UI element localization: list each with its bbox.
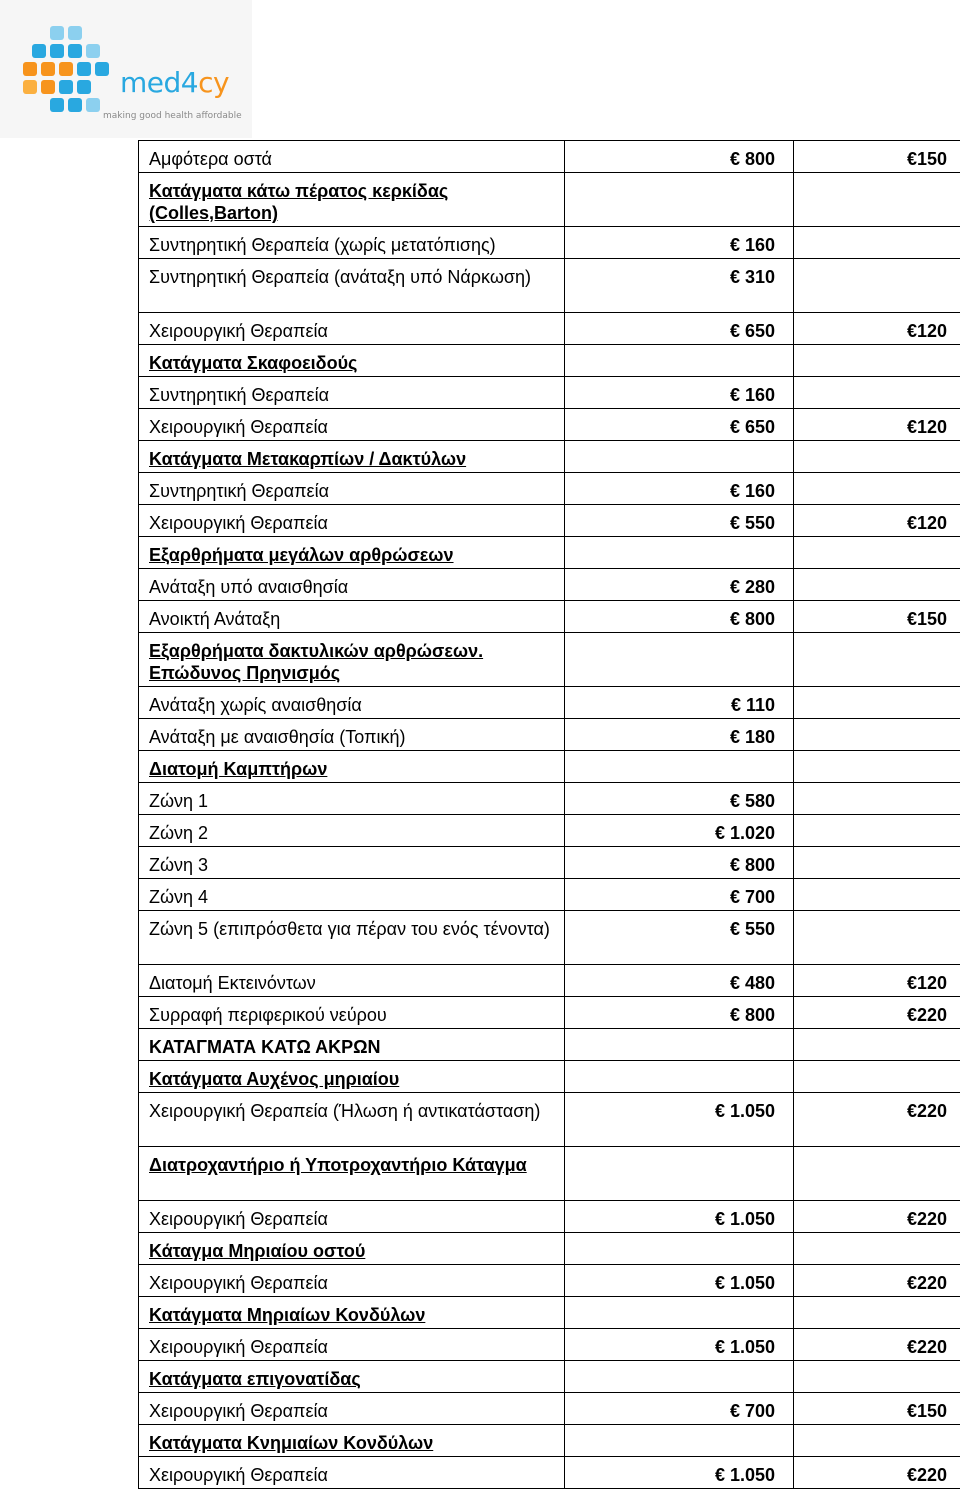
row-extra-fee <box>794 569 960 601</box>
table-row <box>139 569 960 601</box>
table-row <box>139 1457 960 1489</box>
table-row <box>139 473 960 505</box>
row-label: Ανοικτή Ανάταξη <box>139 601 565 633</box>
row-fee: € 700 <box>565 1393 794 1425</box>
row-extra-fee <box>794 1425 960 1457</box>
row-label: Ζώνη 5 (επιπρόσθετα για πέραν του ενός τένοντα) <box>139 911 565 965</box>
row-fee: € 650 <box>565 409 794 441</box>
section-header-row <box>139 1361 960 1393</box>
row-extra-fee <box>794 227 960 259</box>
row-extra-fee <box>794 1147 960 1201</box>
row-fee: € 700 <box>565 879 794 911</box>
row-fee: € 800 <box>565 141 794 173</box>
row-label: Κάταγμα Μηριαίου οστού <box>139 1233 565 1265</box>
row-label: Χειρουργική Θεραπεία <box>139 313 565 345</box>
row-extra-fee <box>794 687 960 719</box>
row-fee <box>565 1061 794 1093</box>
price-table <box>138 140 960 1489</box>
row-label: Κατάγματα Αυχένος μηριαίου <box>139 1061 565 1093</box>
section-header-row <box>139 537 960 569</box>
row-extra-fee <box>794 1297 960 1329</box>
row-fee: € 480 <box>565 965 794 997</box>
row-label: Κατάγματα Μετακαρπίων / Δακτύλων <box>139 441 565 473</box>
row-extra-fee <box>794 1029 960 1061</box>
row-fee: € 1.050 <box>565 1265 794 1297</box>
row-label: Ανάταξη χωρίς αναισθησία <box>139 687 565 719</box>
row-label: Ζώνη 1 <box>139 783 565 815</box>
section-header-row <box>139 1061 960 1093</box>
row-fee: € 1.050 <box>565 1457 794 1489</box>
row-label: Χειρουργική Θεραπεία <box>139 1329 565 1361</box>
row-fee: € 650 <box>565 313 794 345</box>
brand-name: med4cy <box>120 66 229 99</box>
table-row <box>139 847 960 879</box>
brand-logo <box>0 0 252 138</box>
row-label: Κατάγματα Μηριαίων Κονδύλων <box>139 1297 565 1329</box>
row-extra-fee: €150 <box>794 601 960 633</box>
table-row <box>139 409 960 441</box>
row-extra-fee <box>794 879 960 911</box>
table-row <box>139 1329 960 1361</box>
row-extra-fee <box>794 847 960 879</box>
row-label: Κατάγματα κάτω πέρατος κερκίδας (Colles,Barton) <box>139 173 565 227</box>
row-fee: € 110 <box>565 687 794 719</box>
row-fee: € 160 <box>565 227 794 259</box>
row-fee: € 800 <box>565 601 794 633</box>
row-label: Εξαρθρήματα μεγάλων αρθρώσεων <box>139 537 565 569</box>
row-extra-fee <box>794 1061 960 1093</box>
row-extra-fee: €120 <box>794 409 960 441</box>
row-label: Διατομή Καμπτήρων <box>139 751 565 783</box>
row-label: Συντηρητική Θεραπεία <box>139 473 565 505</box>
row-extra-fee: €220 <box>794 1265 960 1297</box>
row-label: Χειρουργική Θεραπεία <box>139 409 565 441</box>
row-fee <box>565 173 794 227</box>
row-extra-fee: €150 <box>794 1393 960 1425</box>
row-extra-fee <box>794 441 960 473</box>
row-fee: € 550 <box>565 911 794 965</box>
row-fee: € 1.050 <box>565 1329 794 1361</box>
table-row <box>139 601 960 633</box>
section-header-row <box>139 345 960 377</box>
row-fee: € 1.020 <box>565 815 794 847</box>
row-extra-fee <box>794 1233 960 1265</box>
row-extra-fee <box>794 783 960 815</box>
row-fee <box>565 1147 794 1201</box>
row-extra-fee <box>794 751 960 783</box>
row-fee: € 1.050 <box>565 1201 794 1233</box>
table-row <box>139 1093 960 1147</box>
row-fee <box>565 1029 794 1061</box>
table-row <box>139 1265 960 1297</box>
row-label: Χειρουργική Θεραπεία (Ήλωση ή αντικατάσταση) <box>139 1093 565 1147</box>
section-header-row <box>139 1297 960 1329</box>
section-header-row <box>139 751 960 783</box>
row-fee: € 160 <box>565 473 794 505</box>
table-row <box>139 313 960 345</box>
table-row <box>139 259 960 313</box>
row-fee <box>565 633 794 687</box>
table-row <box>139 879 960 911</box>
section-header-row <box>139 1029 960 1061</box>
row-fee <box>565 1297 794 1329</box>
table-row <box>139 377 960 409</box>
row-extra-fee <box>794 173 960 227</box>
row-fee <box>565 537 794 569</box>
section-header-row <box>139 1233 960 1265</box>
row-label: Συρραφή περιφερικού νεύρου <box>139 997 565 1029</box>
row-label: Κατάγματα Κνημιαίων Κονδύλων <box>139 1425 565 1457</box>
row-label: Συντηρητική Θεραπεία <box>139 377 565 409</box>
row-label: Κατάγματα επιγονατίδας <box>139 1361 565 1393</box>
row-extra-fee: €220 <box>794 1093 960 1147</box>
row-extra-fee: €120 <box>794 965 960 997</box>
table-row <box>139 1393 960 1425</box>
table-row <box>139 997 960 1029</box>
brand-tagline: making good health affordable <box>103 111 242 121</box>
row-fee: € 800 <box>565 997 794 1029</box>
section-header-row <box>139 173 960 227</box>
row-label: Ανάταξη υπό αναισθησία <box>139 569 565 601</box>
table-row <box>139 719 960 751</box>
table-row <box>139 227 960 259</box>
row-fee <box>565 1425 794 1457</box>
table-row <box>139 911 960 965</box>
row-label: Χειρουργική Θεραπεία <box>139 1265 565 1297</box>
row-label: Χειρουργική Θεραπεία <box>139 1393 565 1425</box>
row-extra-fee <box>794 911 960 965</box>
row-label: Κατάγματα Σκαφοειδούς <box>139 345 565 377</box>
row-label: Ζώνη 4 <box>139 879 565 911</box>
row-label: ΚΑΤΑΓΜΑΤΑ ΚΑΤΩ ΑΚΡΩΝ <box>139 1029 565 1061</box>
row-fee <box>565 751 794 783</box>
table-row <box>139 687 960 719</box>
row-fee <box>565 345 794 377</box>
table-row <box>139 783 960 815</box>
row-fee: € 310 <box>565 259 794 313</box>
row-extra-fee <box>794 1361 960 1393</box>
table-row <box>139 505 960 537</box>
row-fee <box>565 1233 794 1265</box>
row-extra-fee: €120 <box>794 505 960 537</box>
row-fee: € 580 <box>565 783 794 815</box>
row-extra-fee <box>794 345 960 377</box>
row-label: Διατομή Εκτεινόντων <box>139 965 565 997</box>
row-fee <box>565 441 794 473</box>
row-label: Ζώνη 2 <box>139 815 565 847</box>
row-label: Διατροχαντήριο ή Υποτροχαντήριο Κάταγμα <box>139 1147 565 1201</box>
row-extra-fee <box>794 815 960 847</box>
row-fee: € 180 <box>565 719 794 751</box>
section-header-row <box>139 633 960 687</box>
row-extra-fee: €220 <box>794 1329 960 1361</box>
row-label: Χειρουργική Θεραπεία <box>139 1457 565 1489</box>
row-fee: € 550 <box>565 505 794 537</box>
row-fee: € 1.050 <box>565 1093 794 1147</box>
row-extra-fee <box>794 633 960 687</box>
row-label: Αμφότερα οστά <box>139 141 565 173</box>
table-row <box>139 965 960 997</box>
row-fee <box>565 1361 794 1393</box>
row-extra-fee: €220 <box>794 1201 960 1233</box>
row-label: Συντηρητική Θεραπεία (ανάταξη υπό Νάρκωση) <box>139 259 565 313</box>
table-row <box>139 815 960 847</box>
row-extra-fee <box>794 377 960 409</box>
row-label: Συντηρητική Θεραπεία (χωρίς μετατόπισης) <box>139 227 565 259</box>
section-header-row <box>139 441 960 473</box>
row-extra-fee: €150 <box>794 141 960 173</box>
table-row <box>139 141 960 173</box>
row-fee: € 280 <box>565 569 794 601</box>
table-row <box>139 1201 960 1233</box>
row-extra-fee <box>794 473 960 505</box>
row-extra-fee <box>794 537 960 569</box>
row-label: Χειρουργική Θεραπεία <box>139 1201 565 1233</box>
med4cy-mark-icon <box>20 22 120 122</box>
row-extra-fee: €220 <box>794 997 960 1029</box>
row-extra-fee: €220 <box>794 1457 960 1489</box>
row-label: Ανάταξη με αναισθησία (Τοπική) <box>139 719 565 751</box>
section-header-row <box>139 1425 960 1457</box>
row-label: Χειρουργική Θεραπεία <box>139 505 565 537</box>
row-label: Ζώνη 3 <box>139 847 565 879</box>
row-label: Εξαρθρήματα δακτυλικών αρθρώσεων. Επώδυνος Πρηνισμός <box>139 633 565 687</box>
row-fee: € 800 <box>565 847 794 879</box>
row-extra-fee <box>794 719 960 751</box>
section-header-row <box>139 1147 960 1201</box>
row-fee: € 160 <box>565 377 794 409</box>
row-extra-fee <box>794 259 960 313</box>
row-extra-fee: €120 <box>794 313 960 345</box>
